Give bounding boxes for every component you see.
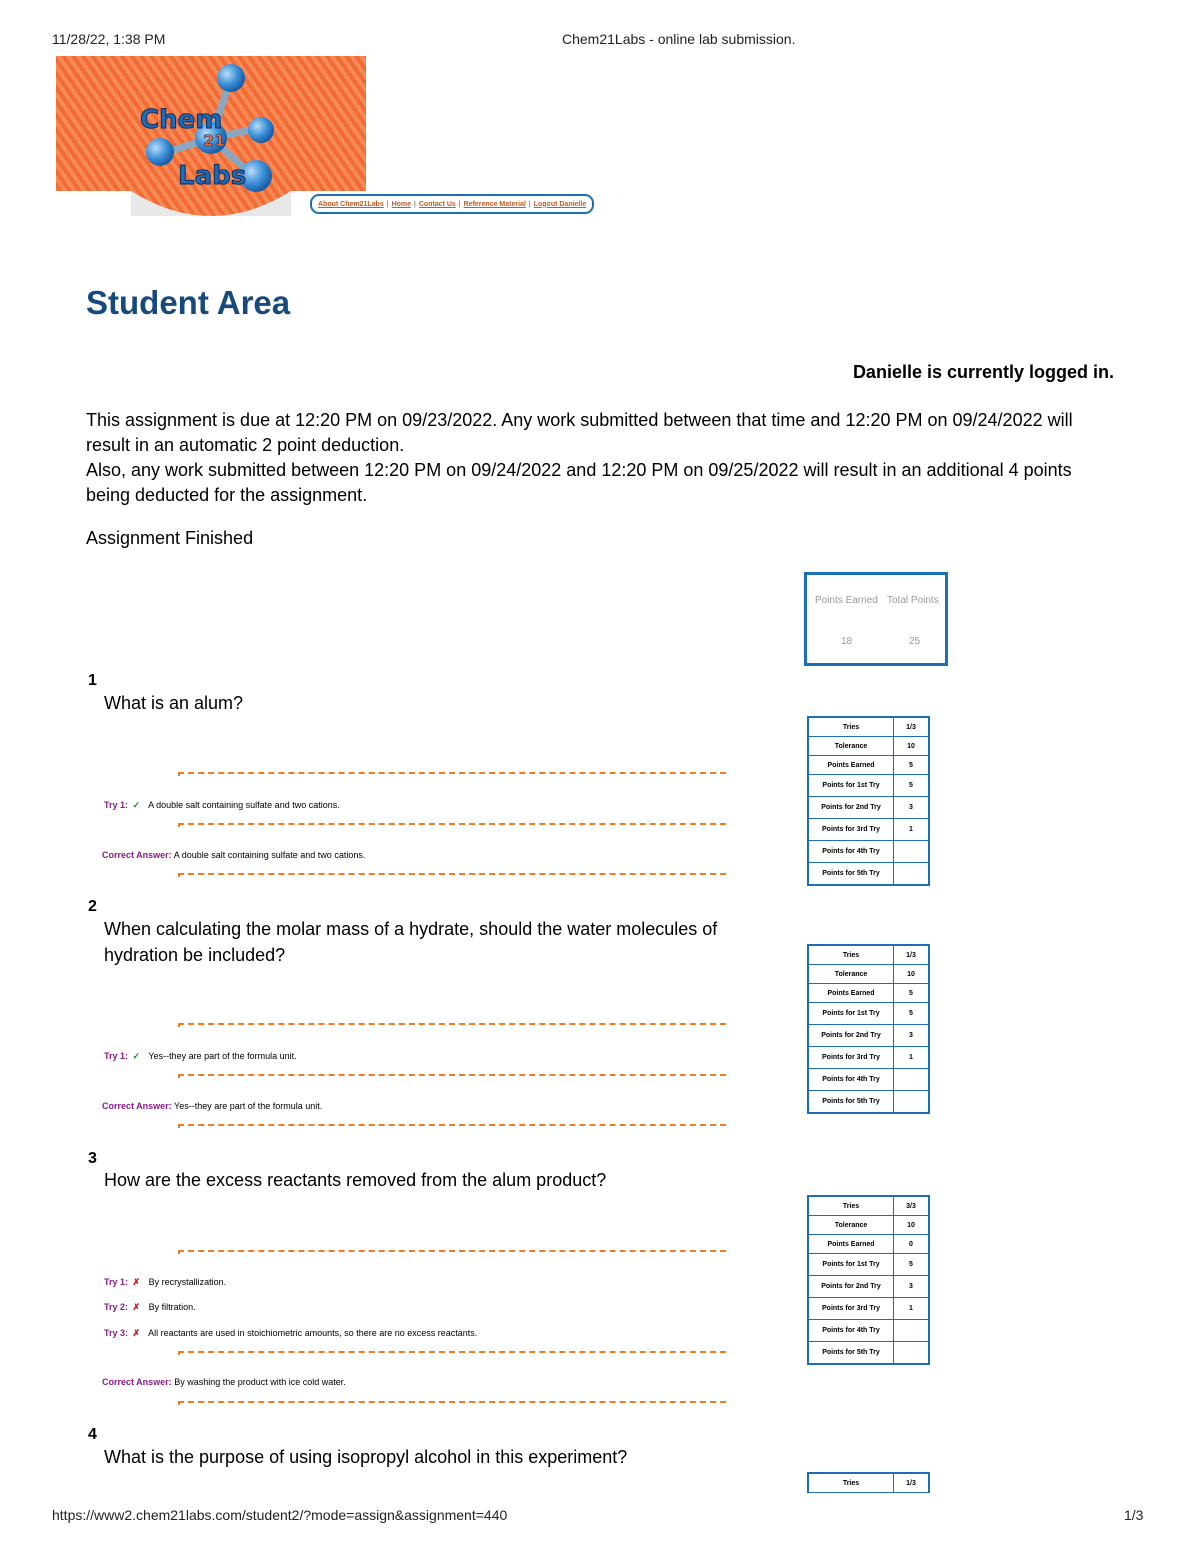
- try-answer: A double salt containing sulfate and two cations.: [148, 800, 340, 810]
- chem21labs-logo[interactable]: [56, 56, 366, 216]
- try-line: Try 2: ✗ By filtration.: [104, 1302, 196, 1312]
- question-text: What is the purpose of using isopropyl alcohol in this experiment?: [104, 1447, 628, 1467]
- divider: [178, 1401, 726, 1405]
- due-notice: [86, 408, 1116, 508]
- divider: [178, 1351, 726, 1355]
- divider: [178, 1074, 726, 1078]
- total-points-value: 25: [909, 636, 921, 647]
- due-line-1: This assignment is due at 12:20 PM on 09/23/2022. Any work submitted between that time and 12:20 PM on 09/24/2022 will result in an automatic 2 point deduction.: [86, 410, 1073, 455]
- divider: [178, 823, 726, 827]
- points-table: Tries 1/3 Tolerance 10 Points Earned 5 Points for 1st Try 5 Points for 2nd Try 3 Points for 3rd Try 1 Points for 4th Try Points for 5th Try: [807, 716, 930, 886]
- try-answer: By filtration.: [148, 1302, 196, 1312]
- points-table: Tries 3/3 Tolerance 10 Points Earned 0 Points for 1st Try 5 Points for 2nd Try 3 Points for 3rd Try 1 Points for 4th Try Points for 5th Try: [807, 1195, 930, 1365]
- print-page-number: 1/3: [1124, 1507, 1144, 1523]
- logged-in-status: Danielle is currently logged in.: [852, 362, 1114, 382]
- nav-logout[interactable]: Logout Danielle: [533, 200, 587, 208]
- top-nav: About Chem21Labs | Home | Contact Us | Reference Material | Logout Danielle: [310, 194, 594, 214]
- divider: [178, 1124, 726, 1128]
- correct-answer: Correct Answer: A double salt containing sulfate and two cations.: [102, 850, 366, 860]
- points-earned-value: 18: [841, 636, 853, 647]
- page-title: Student Area: [86, 284, 291, 321]
- try-answer: By recrystallization.: [148, 1277, 227, 1287]
- x-icon: ✗: [132, 1328, 141, 1338]
- logo-graphic: [56, 56, 366, 216]
- score-summary: [804, 572, 948, 666]
- logo-word1: Chem: [140, 105, 223, 135]
- check-icon: ✓: [132, 800, 141, 810]
- due-line-2: Also, any work submitted between 12:20 PM on 09/24/2022 and 12:20 PM on 09/25/2022 will result in an additional 4 points being deducted for the assignment.: [86, 460, 1072, 505]
- nav-about[interactable]: About Chem21Labs: [318, 200, 384, 208]
- correct-answer: Correct Answer: Yes--they are part of the formula unit.: [102, 1101, 323, 1111]
- try-answer: Yes--they are part of the formula unit.: [148, 1051, 297, 1061]
- divider: [178, 1023, 726, 1027]
- try-answer: All reactants are used in stoichiometric amounts, so there are no excess reactants.: [148, 1328, 478, 1338]
- points-table: Tries 1/3: [807, 1472, 930, 1493]
- nav-home[interactable]: Home: [391, 200, 412, 208]
- x-icon: ✗: [132, 1277, 141, 1287]
- divider: [178, 873, 726, 877]
- logo-number: 21: [203, 131, 226, 150]
- x-icon: ✗: [132, 1302, 141, 1312]
- print-page-title: Chem21Labs - online lab submission.: [562, 31, 796, 47]
- logo-word2: Labs: [178, 161, 247, 191]
- question-text: How are the excess reactants removed from the alum product?: [104, 1170, 607, 1190]
- try-line: Try 1: ✓ A double salt containing sulfate and two cations.: [104, 800, 340, 810]
- try-line: Try 1: ✗ By recrystallization.: [104, 1277, 227, 1287]
- question-text: What is an alum?: [104, 693, 244, 713]
- nav-contact[interactable]: Contact Us: [418, 200, 456, 208]
- nav-reference[interactable]: Reference Material: [463, 200, 526, 208]
- question-text: When calculating the molar mass of a hydrate, should the water molecules of hydration be included?: [104, 919, 718, 965]
- print-url: https://www2.chem21labs.com/student2/?mode=assign&assignment=440: [52, 1507, 508, 1523]
- check-icon: ✓: [132, 1051, 141, 1061]
- divider: [178, 772, 726, 776]
- print-datetime: 11/28/22, 1:38 PM: [52, 31, 166, 47]
- points-earned-label: Points Earned: [815, 595, 878, 606]
- question-number: 2: [88, 898, 97, 915]
- question-number: 1: [88, 672, 97, 689]
- try-line: Try 3: ✗ All reactants are used in stoichiometric amounts, so there are no excess reactants.: [104, 1328, 478, 1338]
- try-line: Try 1: ✓ Yes--they are part of the formula unit.: [104, 1051, 297, 1061]
- points-table: Tries 1/3 Tolerance 10 Points Earned 5 Points for 1st Try 5 Points for 2nd Try 3 Points for 3rd Try 1 Points for 4th Try Points for 5th Try: [807, 944, 930, 1114]
- correct-answer: Correct Answer: By washing the product with ice cold water.: [102, 1377, 346, 1387]
- question-number: 4: [88, 1426, 97, 1443]
- total-points-label: Total Points: [887, 595, 939, 606]
- question-number: 3: [88, 1150, 97, 1167]
- assignment-status: Assignment Finished: [86, 528, 254, 548]
- divider: [178, 1250, 726, 1254]
